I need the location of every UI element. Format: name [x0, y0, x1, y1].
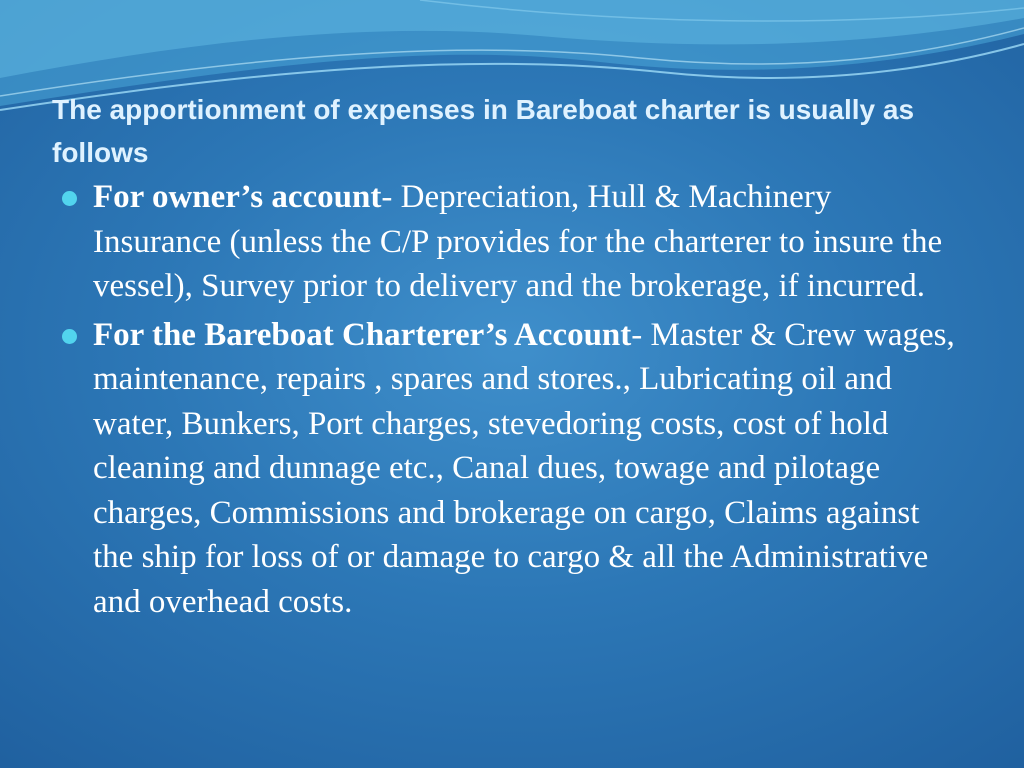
bullet-lead: For owner’s account: [93, 179, 382, 215]
circle-bullet-icon: [62, 191, 77, 206]
slide-title: The apportionment of expenses in Bareboat charter is usually as follows: [52, 94, 915, 168]
list-item-owner-account: [62, 175, 962, 309]
bullet-list: [62, 175, 962, 628]
bullet-lead: For the Bareboat Charterer’s Account: [93, 316, 632, 353]
circle-bullet-icon: [62, 329, 77, 344]
bullet-text: - Depreciation, Hull & Machinery Insurance (unless the C/P provides for the charterer to insure the vessel), Survey prior to delivery and the brokerage, if incurred.: [93, 179, 943, 304]
bullet-text: - Master & Crew wages, maintenance, repairs , spares and stores., Lubricating oil and water, Bunkers, Port charges, stevedoring costs, cost of hold cleaning and dunnage etc., Canal dues, towage and pilotage charges, Commissions and brokerage on cargo, Claims against the ship for loss of or damage to cargo & all the Administrative and overhead costs.: [93, 316, 955, 620]
list-item-charterer-account: [62, 313, 962, 625]
